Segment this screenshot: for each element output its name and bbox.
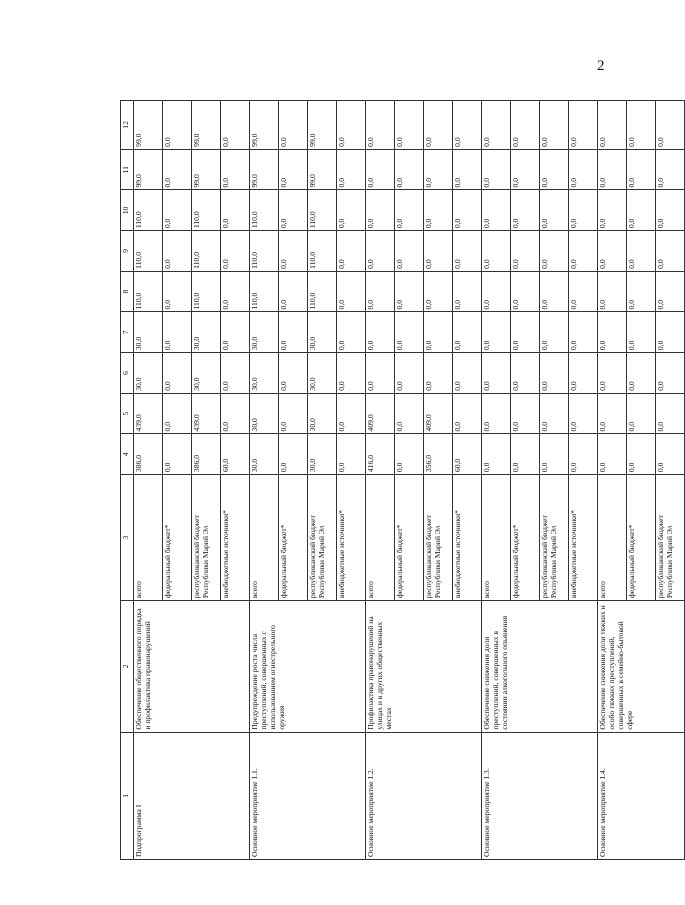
value-cell: 30,0 xyxy=(192,312,221,353)
value-cell: 0,0 xyxy=(627,393,656,434)
page-number: 2 xyxy=(597,58,605,74)
value-cell: 416,0 xyxy=(366,434,395,475)
value-cell: 99,0 xyxy=(134,149,163,190)
value-cell: 110,0 xyxy=(134,271,163,312)
funding-source-cell: внебюджетные источники* xyxy=(569,475,598,601)
budget-table xyxy=(120,100,685,860)
value-cell: 0,0 xyxy=(366,101,395,150)
value-cell: 30,0 xyxy=(134,353,163,394)
value-cell: 110,0 xyxy=(192,271,221,312)
funding-source-cell: федеральный бюджет* xyxy=(627,475,656,601)
value-cell: 0,0 xyxy=(656,101,685,150)
value-cell: 0,0 xyxy=(395,434,424,475)
value-cell: 60,0 xyxy=(221,434,250,475)
value-cell: 0,0 xyxy=(569,271,598,312)
value-cell: 99,0 xyxy=(308,101,337,150)
value-cell: 0,0 xyxy=(279,231,308,272)
value-cell: 0,0 xyxy=(424,353,453,394)
value-cell: 0,0 xyxy=(656,393,685,434)
value-cell: 0,0 xyxy=(221,271,250,312)
value-cell: 0,0 xyxy=(598,271,627,312)
rotated-table-wrapper xyxy=(120,100,674,860)
funding-source-cell: федеральный бюджет* xyxy=(279,475,308,601)
table-row xyxy=(134,101,163,860)
funding-source-cell: внебюджетные источники* xyxy=(221,475,250,601)
value-cell: 0,0 xyxy=(627,353,656,394)
value-cell: 0,0 xyxy=(569,353,598,394)
value-cell: 386,0 xyxy=(134,434,163,475)
value-cell: 0,0 xyxy=(627,271,656,312)
value-cell: 0,0 xyxy=(453,393,482,434)
value-cell: 0,0 xyxy=(424,149,453,190)
value-cell: 0,0 xyxy=(163,101,192,150)
value-cell: 0,0 xyxy=(424,271,453,312)
value-cell: 0,0 xyxy=(598,231,627,272)
value-cell: 356,0 xyxy=(424,434,453,475)
value-cell: 0,0 xyxy=(656,353,685,394)
value-cell: 0,0 xyxy=(337,271,366,312)
value-cell: 110,0 xyxy=(192,231,221,272)
value-cell: 0,0 xyxy=(598,393,627,434)
value-cell: 30,0 xyxy=(308,353,337,394)
value-cell: 0,0 xyxy=(453,312,482,353)
value-cell: 110,0 xyxy=(250,190,279,231)
funding-source-cell: республиканский бюджет Республики Марий Эл xyxy=(656,475,685,601)
funding-source-cell: всего xyxy=(482,475,511,601)
value-cell: 0,0 xyxy=(453,353,482,394)
column-header: 6 xyxy=(121,353,134,394)
column-header: 5 xyxy=(121,393,134,434)
value-cell: 0,0 xyxy=(395,190,424,231)
value-cell: 0,0 xyxy=(163,271,192,312)
value-cell: 0,0 xyxy=(337,190,366,231)
value-cell: 0,0 xyxy=(569,312,598,353)
value-cell: 30,0 xyxy=(250,312,279,353)
value-cell: 0,0 xyxy=(163,393,192,434)
value-cell: 0,0 xyxy=(337,101,366,150)
value-cell: 0,0 xyxy=(540,393,569,434)
value-cell: 0,0 xyxy=(163,434,192,475)
program-name-cell: Подпрограмма I xyxy=(134,732,250,859)
value-cell: 0,0 xyxy=(511,312,540,353)
value-cell: 110,0 xyxy=(134,231,163,272)
program-description-cell: Обеспечение общественного порядка и профилактика правонарушений xyxy=(134,601,250,732)
value-cell: 0,0 xyxy=(279,149,308,190)
value-cell: 110,0 xyxy=(308,271,337,312)
value-cell: 0,0 xyxy=(569,149,598,190)
value-cell: 0,0 xyxy=(598,101,627,150)
funding-source-cell: республиканский бюджет Республики Марий Эл xyxy=(424,475,453,601)
value-cell: 99,0 xyxy=(308,149,337,190)
value-cell: 0,0 xyxy=(540,312,569,353)
column-header: 12 xyxy=(121,101,134,150)
value-cell: 0,0 xyxy=(366,149,395,190)
value-cell: 0,0 xyxy=(221,231,250,272)
value-cell: 99,0 xyxy=(250,149,279,190)
value-cell: 30,0 xyxy=(250,353,279,394)
value-cell: 0,0 xyxy=(221,353,250,394)
funding-source-cell: внебюджетные источники* xyxy=(337,475,366,601)
program-name-cell: Основное мероприятие 1.4. xyxy=(598,732,685,859)
value-cell: 30,0 xyxy=(192,353,221,394)
value-cell: 0,0 xyxy=(221,149,250,190)
value-cell: 439,0 xyxy=(192,393,221,434)
value-cell: 0,0 xyxy=(627,434,656,475)
value-cell: 0,0 xyxy=(540,434,569,475)
value-cell: 0,0 xyxy=(337,231,366,272)
value-cell: 0,0 xyxy=(163,190,192,231)
value-cell: 0,0 xyxy=(511,231,540,272)
value-cell: 0,0 xyxy=(482,149,511,190)
value-cell: 110,0 xyxy=(308,190,337,231)
value-cell: 0,0 xyxy=(337,312,366,353)
value-cell: 30,0 xyxy=(308,312,337,353)
value-cell: 0,0 xyxy=(656,434,685,475)
funding-source-cell: внебюджетные источники* xyxy=(453,475,482,601)
value-cell: 0,0 xyxy=(598,353,627,394)
column-header: 11 xyxy=(121,149,134,190)
value-cell: 110,0 xyxy=(192,190,221,231)
program-description-cell: Предупреждение роста числа преступлений, совершенных с использованием огнестрельного оружия xyxy=(250,601,366,732)
value-cell: 0,0 xyxy=(627,149,656,190)
value-cell: 0,0 xyxy=(656,271,685,312)
value-cell: 0,0 xyxy=(279,434,308,475)
value-cell: 0,0 xyxy=(395,149,424,190)
funding-source-cell: всего xyxy=(366,475,395,601)
funding-source-cell: республиканский бюджет Республики Марий Эл xyxy=(540,475,569,601)
value-cell: 0,0 xyxy=(511,393,540,434)
funding-source-cell: республиканский бюджет Республики Марий Эл xyxy=(192,475,221,601)
value-cell: 0,0 xyxy=(482,312,511,353)
column-header: 2 xyxy=(121,601,134,732)
table-body xyxy=(134,101,685,860)
value-cell: 0,0 xyxy=(279,190,308,231)
value-cell: 0,0 xyxy=(395,271,424,312)
value-cell: 0,0 xyxy=(482,434,511,475)
funding-source-cell: федеральный бюджет* xyxy=(511,475,540,601)
value-cell: 0,0 xyxy=(598,434,627,475)
value-cell: 0,0 xyxy=(279,393,308,434)
column-header: 9 xyxy=(121,231,134,272)
value-cell: 0,0 xyxy=(569,190,598,231)
value-cell: 439,0 xyxy=(134,393,163,434)
value-cell: 0,0 xyxy=(482,393,511,434)
value-cell: 0,0 xyxy=(569,434,598,475)
program-name-cell: Основное мероприятие 1.1. xyxy=(250,732,366,859)
table-row xyxy=(482,101,511,860)
program-description-cell: Профилактика правонарушений на улицах и в других общественных местах xyxy=(366,601,482,732)
value-cell: 0,0 xyxy=(163,149,192,190)
column-number-row xyxy=(121,101,134,860)
value-cell: 0,0 xyxy=(656,312,685,353)
value-cell: 30,0 xyxy=(134,312,163,353)
value-cell: 0,0 xyxy=(569,393,598,434)
value-cell: 110,0 xyxy=(308,231,337,272)
value-cell: 0,0 xyxy=(395,312,424,353)
value-cell: 0,0 xyxy=(511,149,540,190)
value-cell: 0,0 xyxy=(540,149,569,190)
value-cell: 386,0 xyxy=(192,434,221,475)
value-cell: 0,0 xyxy=(279,101,308,150)
column-header: 7 xyxy=(121,312,134,353)
column-header: 4 xyxy=(121,434,134,475)
value-cell: 0,0 xyxy=(366,271,395,312)
value-cell: 99,0 xyxy=(192,101,221,150)
program-description-cell: Обеспечение снижения доли тяжких и особо тяжких преступлений, совершенных в семейно-бытовой сфере xyxy=(598,601,685,732)
funding-source-cell: федеральный бюджет* xyxy=(395,475,424,601)
value-cell: 0,0 xyxy=(366,353,395,394)
value-cell: 60,0 xyxy=(453,434,482,475)
value-cell: 0,0 xyxy=(453,190,482,231)
funding-source-cell: всего xyxy=(598,475,627,601)
value-cell: 110,0 xyxy=(250,271,279,312)
program-description-cell: Обеспечение снижения доли преступлений, совершенных в состоянии алкогольного опьянения xyxy=(482,601,598,732)
value-cell: 0,0 xyxy=(511,101,540,150)
value-cell: 0,0 xyxy=(337,149,366,190)
value-cell: 0,0 xyxy=(482,231,511,272)
value-cell: 99,0 xyxy=(250,101,279,150)
value-cell: 0,0 xyxy=(221,312,250,353)
value-cell: 0,0 xyxy=(656,190,685,231)
value-cell: 0,0 xyxy=(395,353,424,394)
value-cell: 0,0 xyxy=(540,231,569,272)
column-header: 1 xyxy=(121,732,134,859)
value-cell: 0,0 xyxy=(424,312,453,353)
value-cell: 30,0 xyxy=(308,393,337,434)
value-cell: 0,0 xyxy=(598,190,627,231)
value-cell: 0,0 xyxy=(453,101,482,150)
table-row xyxy=(250,101,279,860)
table-row xyxy=(366,101,395,860)
value-cell: 0,0 xyxy=(511,271,540,312)
value-cell: 0,0 xyxy=(598,312,627,353)
value-cell: 0,0 xyxy=(395,231,424,272)
value-cell: 0,0 xyxy=(221,101,250,150)
value-cell: 0,0 xyxy=(424,231,453,272)
value-cell: 110,0 xyxy=(134,190,163,231)
funding-source-cell: федеральный бюджет* xyxy=(163,475,192,601)
value-cell: 0,0 xyxy=(163,231,192,272)
value-cell: 0,0 xyxy=(453,271,482,312)
value-cell: 0,0 xyxy=(279,312,308,353)
column-header: 3 xyxy=(121,475,134,601)
value-cell: 110,0 xyxy=(250,231,279,272)
value-cell: 0,0 xyxy=(337,393,366,434)
program-name-cell: Основное мероприятие 1.2. xyxy=(366,732,482,859)
value-cell: 0,0 xyxy=(511,190,540,231)
value-cell: 30,0 xyxy=(250,393,279,434)
value-cell: 0,0 xyxy=(395,393,424,434)
value-cell: 0,0 xyxy=(598,149,627,190)
funding-source-cell: всего xyxy=(250,475,279,601)
value-cell: 0,0 xyxy=(540,353,569,394)
value-cell: 0,0 xyxy=(569,101,598,150)
value-cell: 0,0 xyxy=(656,149,685,190)
value-cell: 409,0 xyxy=(366,393,395,434)
value-cell: 0,0 xyxy=(540,271,569,312)
value-cell: 0,0 xyxy=(366,190,395,231)
value-cell: 0,0 xyxy=(627,231,656,272)
value-cell: 0,0 xyxy=(279,353,308,394)
column-header: 10 xyxy=(121,190,134,231)
value-cell: 0,0 xyxy=(337,353,366,394)
value-cell: 0,0 xyxy=(221,393,250,434)
table-row xyxy=(598,101,627,860)
value-cell: 0,0 xyxy=(569,231,598,272)
value-cell: 0,0 xyxy=(511,434,540,475)
value-cell: 0,0 xyxy=(540,190,569,231)
value-cell: 0,0 xyxy=(221,190,250,231)
value-cell: 0,0 xyxy=(540,101,569,150)
value-cell: 0,0 xyxy=(453,149,482,190)
value-cell: 0,0 xyxy=(656,231,685,272)
value-cell: 0,0 xyxy=(482,353,511,394)
value-cell: 0,0 xyxy=(453,231,482,272)
value-cell: 0,0 xyxy=(627,101,656,150)
value-cell: 0,0 xyxy=(366,231,395,272)
value-cell: 0,0 xyxy=(482,271,511,312)
value-cell: 0,0 xyxy=(482,101,511,150)
value-cell: 409,0 xyxy=(424,393,453,434)
funding-source-cell: республиканский бюджет Республики Марий Эл xyxy=(308,475,337,601)
value-cell: 0,0 xyxy=(366,312,395,353)
value-cell: 30,0 xyxy=(308,434,337,475)
value-cell: 30,0 xyxy=(250,434,279,475)
value-cell: 0,0 xyxy=(511,353,540,394)
value-cell: 99,0 xyxy=(192,149,221,190)
column-header: 8 xyxy=(121,271,134,312)
value-cell: 0,0 xyxy=(482,190,511,231)
program-name-cell: Основное мероприятие 1.3. xyxy=(482,732,598,859)
value-cell: 0,0 xyxy=(424,190,453,231)
value-cell: 0,0 xyxy=(395,101,424,150)
value-cell: 99,0 xyxy=(134,101,163,150)
value-cell: 0,0 xyxy=(163,353,192,394)
value-cell: 0,0 xyxy=(163,312,192,353)
value-cell: 0,0 xyxy=(627,312,656,353)
funding-source-cell: всего xyxy=(134,475,163,601)
value-cell: 0,0 xyxy=(279,271,308,312)
value-cell: 0,0 xyxy=(424,101,453,150)
value-cell: 0,0 xyxy=(627,190,656,231)
value-cell: 0,0 xyxy=(337,434,366,475)
